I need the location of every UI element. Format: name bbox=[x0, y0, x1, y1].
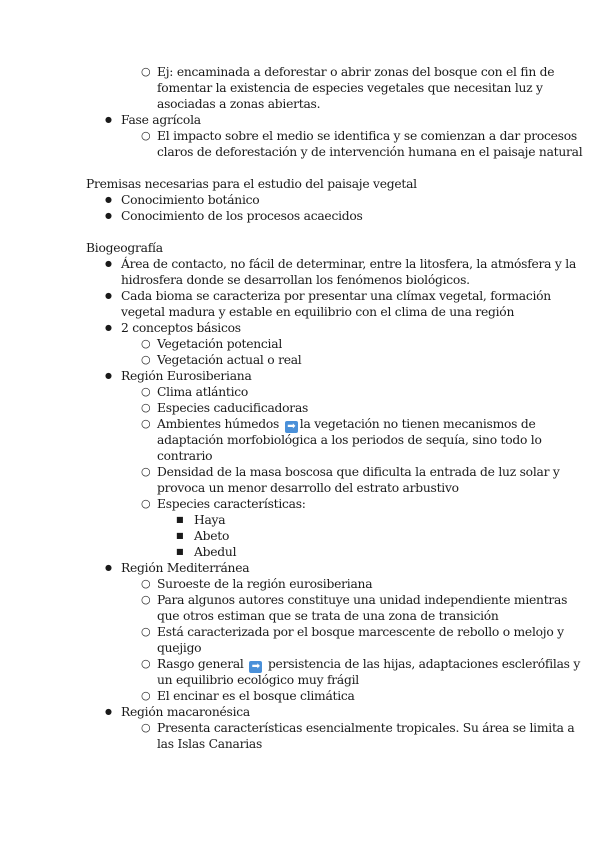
line-text: Región Mediterránea bbox=[121, 561, 250, 575]
text-line bbox=[157, 736, 262, 752]
line-text: Premisas necesarias para el estudio del paisaje vegetal bbox=[86, 177, 417, 191]
bullet-dot-icon: ● bbox=[105, 291, 112, 300]
line-text: Abedul bbox=[194, 545, 237, 559]
bullet-circle-icon: ○ bbox=[141, 401, 151, 414]
text-line bbox=[157, 400, 308, 416]
text-line bbox=[157, 464, 560, 480]
text-line bbox=[157, 384, 248, 400]
bullet-circle-icon: ○ bbox=[141, 577, 151, 590]
line-text: Abeto bbox=[194, 529, 230, 543]
text-line bbox=[194, 528, 229, 544]
line-text: Para algunos autores constituye una unidad independiente mientras bbox=[157, 593, 568, 607]
line-text: Clima atlántico bbox=[157, 385, 249, 399]
line-text: El encinar es el bosque climática bbox=[157, 689, 355, 703]
text-line bbox=[121, 288, 551, 304]
text-line bbox=[157, 144, 582, 160]
bullet-dot-icon: ● bbox=[105, 371, 112, 380]
text-line bbox=[157, 688, 355, 704]
line-text: Región macaronésica bbox=[121, 705, 250, 719]
line-text: Ambientes húmedos bbox=[157, 417, 280, 431]
bullet-dot-icon: ● bbox=[105, 115, 112, 124]
line-text: Está caracterizada por el bosque marcescente de rebollo o melojo y bbox=[157, 625, 564, 639]
bullet-dot-icon: ● bbox=[105, 563, 112, 572]
line-text-continued: persistencia de las hijas, adaptaciones esclerófilas y bbox=[264, 657, 581, 671]
text-line bbox=[157, 64, 554, 80]
bullet-dot-icon: ● bbox=[105, 707, 112, 716]
text-line bbox=[157, 96, 320, 112]
line-text-continued: la vegetación no tienen mecanismos de bbox=[299, 417, 536, 431]
text-line bbox=[157, 608, 499, 624]
bullet-dot-icon: ● bbox=[105, 323, 112, 332]
text-line bbox=[157, 432, 542, 448]
line-text: Biogeografía bbox=[86, 241, 163, 255]
line-text: Ej: encaminada a deforestar o abrir zonas del bosque con el fin de bbox=[157, 65, 555, 79]
line-text: Suroeste de la región eurosiberiana bbox=[157, 577, 373, 591]
line-text: contrario bbox=[157, 449, 213, 463]
bullet-circle-icon: ○ bbox=[141, 417, 151, 430]
bullet-circle-icon: ○ bbox=[141, 465, 151, 478]
line-text: las Islas Canarias bbox=[157, 737, 263, 751]
line-text: 2 conceptos básicos bbox=[121, 321, 241, 335]
bullet-dot-icon: ● bbox=[105, 211, 112, 220]
line-text: Especies características: bbox=[157, 497, 306, 511]
line-text: fomentar la existencia de especies vegetales que necesitan luz y bbox=[157, 81, 543, 95]
line-text: Vegetación actual o real bbox=[157, 353, 302, 367]
text-line bbox=[121, 192, 259, 208]
line-text: claros de deforestación y de intervención humana en el paisaje natural bbox=[157, 145, 583, 159]
text-line bbox=[157, 592, 567, 608]
bullet-circle-icon: ○ bbox=[141, 657, 151, 670]
bullet-dot-icon: ● bbox=[105, 259, 112, 268]
line-text: asociadas a zonas abiertas. bbox=[157, 97, 321, 111]
right-arrow-icon: ➡ bbox=[249, 661, 262, 673]
bullet-circle-icon: ○ bbox=[141, 721, 151, 734]
line-text: Densidad de la masa boscosa que dificulta la entrada de luz solar y bbox=[157, 465, 560, 479]
line-text: Área de contacto, no fácil de determinar, entre la litosfera, la atmósfera y la bbox=[121, 257, 577, 271]
text-line bbox=[121, 112, 201, 128]
line-text: Presenta características esencialmente tropicales. Su área se limita a bbox=[157, 721, 575, 735]
bullet-circle-icon: ○ bbox=[141, 337, 151, 350]
text-line bbox=[86, 176, 417, 192]
bullet-square-icon: ■ bbox=[176, 531, 184, 540]
line-text: hidrosfera donde se desarrollan los fenómenos biológicos. bbox=[121, 273, 470, 287]
line-text: Conocimiento de los procesos acaecidos bbox=[121, 209, 363, 223]
text-line bbox=[121, 304, 514, 320]
bullet-square-icon: ■ bbox=[176, 515, 184, 524]
bullet-circle-icon: ○ bbox=[141, 65, 151, 78]
text-line bbox=[121, 368, 252, 384]
text-line bbox=[157, 496, 306, 512]
text-line bbox=[157, 336, 282, 352]
bullet-circle-icon: ○ bbox=[141, 593, 151, 606]
text-line bbox=[157, 448, 212, 464]
text-line bbox=[86, 240, 163, 256]
text-line bbox=[121, 320, 241, 336]
text-line bbox=[157, 640, 201, 656]
text-line bbox=[157, 416, 536, 433]
line-text: adaptación morfobiológica a los periodos de sequía, sino todo lo bbox=[157, 433, 542, 447]
text-line bbox=[157, 656, 580, 673]
bullet-square-icon: ■ bbox=[176, 547, 184, 556]
line-text: provoca un menor desarrollo del estrato arbustivo bbox=[157, 481, 459, 495]
line-text: Conocimiento botánico bbox=[121, 193, 260, 207]
text-line bbox=[121, 208, 363, 224]
right-arrow-icon: ➡ bbox=[285, 421, 298, 433]
text-line bbox=[157, 672, 359, 688]
bullet-dot-icon: ● bbox=[105, 195, 112, 204]
text-line bbox=[157, 576, 372, 592]
text-line bbox=[157, 720, 574, 736]
text-line bbox=[194, 544, 236, 560]
text-line bbox=[121, 256, 576, 272]
bullet-circle-icon: ○ bbox=[141, 625, 151, 638]
bullet-circle-icon: ○ bbox=[141, 689, 151, 702]
bullet-circle-icon: ○ bbox=[141, 129, 151, 142]
line-text: un equilibrio ecológico muy frágil bbox=[157, 673, 359, 687]
text-line bbox=[157, 80, 543, 96]
text-line bbox=[194, 512, 225, 528]
bullet-circle-icon: ○ bbox=[141, 353, 151, 366]
line-text: Haya bbox=[194, 513, 226, 527]
text-line bbox=[157, 480, 459, 496]
line-text: Vegetación potencial bbox=[157, 337, 282, 351]
line-text: que otros estiman que se trata de una zona de transición bbox=[157, 609, 499, 623]
text-line bbox=[157, 624, 564, 640]
bullet-circle-icon: ○ bbox=[141, 385, 151, 398]
line-text: Región Eurosiberiana bbox=[121, 369, 252, 383]
line-text: Especies caducificadoras bbox=[157, 401, 309, 415]
line-text: quejigo bbox=[157, 641, 202, 655]
text-line bbox=[157, 352, 302, 368]
text-line bbox=[121, 560, 249, 576]
text-line bbox=[121, 272, 470, 288]
bullet-circle-icon: ○ bbox=[141, 497, 151, 510]
line-text: Rasgo general bbox=[157, 657, 244, 671]
text-line bbox=[157, 128, 577, 144]
text-line bbox=[121, 704, 250, 720]
line-text: El impacto sobre el medio se identifica y se comienzan a dar procesos bbox=[157, 129, 577, 143]
line-text: Fase agrícola bbox=[121, 113, 201, 127]
line-text: Cada bioma se caracteriza por presentar una clímax vegetal, formación bbox=[121, 289, 551, 303]
line-text: vegetal madura y estable en equilibrio con el clima de una región bbox=[121, 305, 515, 319]
